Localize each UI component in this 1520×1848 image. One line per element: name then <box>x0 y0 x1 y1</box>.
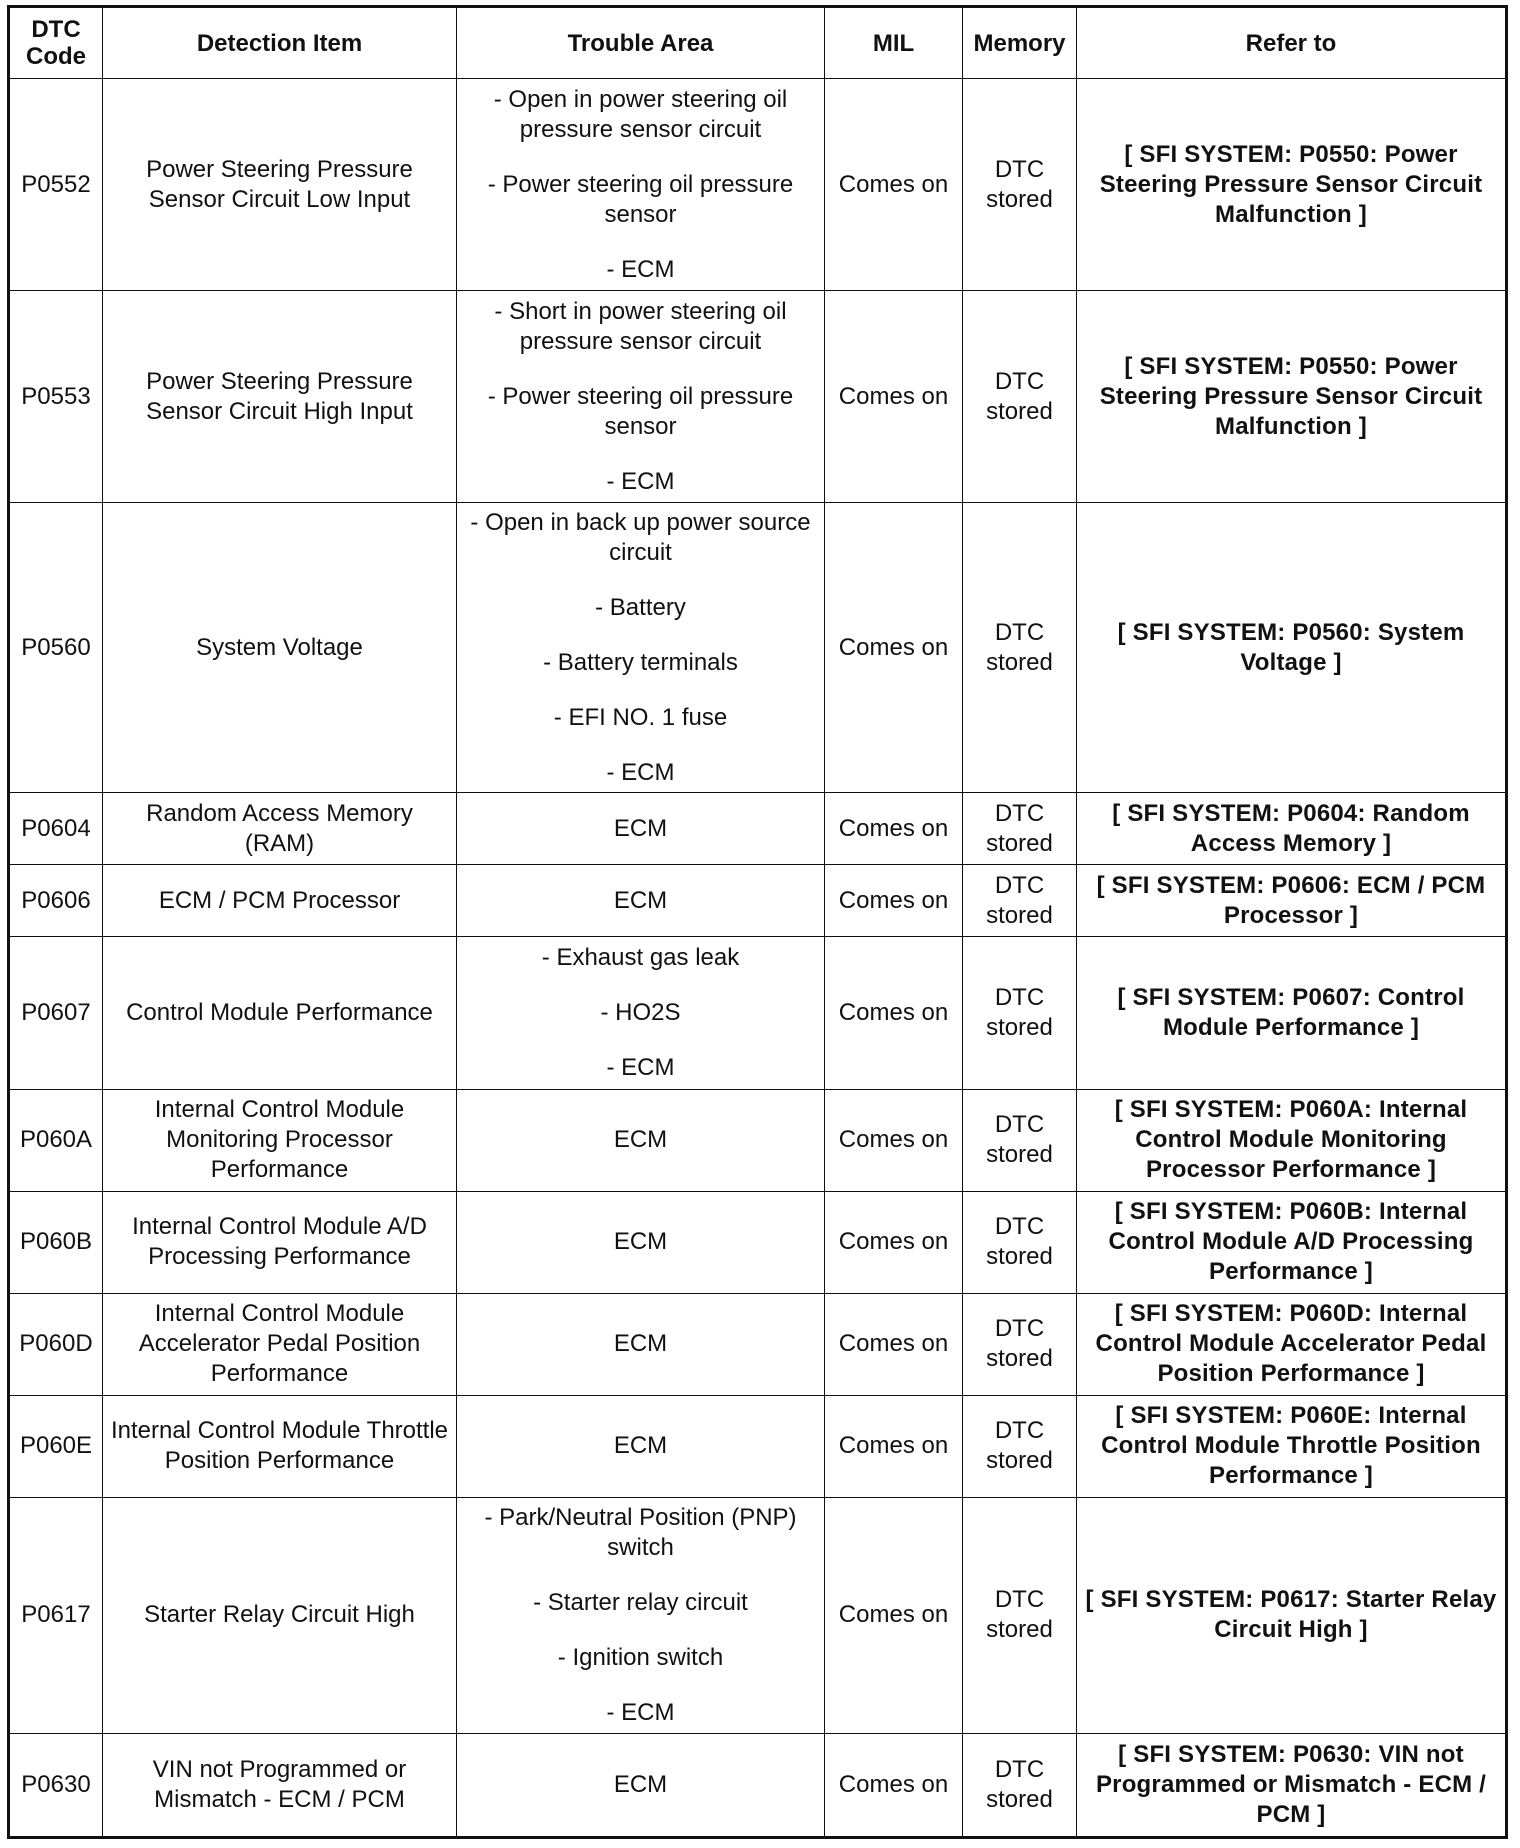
memory-cell <box>963 291 1077 503</box>
mil-cell: Comes on <box>825 291 963 503</box>
trouble-area-item: - Exhaust gas leak <box>541 943 740 971</box>
trouble-area-item: - Open in power steering oil pressure sensor circuit <box>493 85 788 143</box>
detection-item-cell: Power Steering Pressure Sensor Circuit High Input <box>103 291 457 503</box>
trouble-area-item: - Battery <box>595 593 686 621</box>
memory-cell <box>963 79 1077 291</box>
dtc-code-cell: P0552 <box>9 79 103 291</box>
detection-item-cell: Internal Control Module Monitoring Processor Performance <box>103 1089 457 1191</box>
trouble-area-cell <box>457 79 825 291</box>
mil-cell: Comes on <box>825 937 963 1089</box>
memory-text: DTC <box>994 1315 1045 1343</box>
trouble-area-cell <box>457 1395 825 1497</box>
memory-text: stored <box>986 185 1053 213</box>
table-row <box>9 937 1507 1089</box>
memory-cell <box>963 1191 1077 1293</box>
refer-to-cell: [ SFI SYSTEM: P0617: Starter Relay Circuit High ] <box>1077 1497 1507 1733</box>
mil-cell: Comes on <box>825 1089 963 1191</box>
memory-text: DTC <box>994 1586 1045 1614</box>
memory-text: stored <box>986 901 1053 929</box>
table-row <box>9 1497 1507 1733</box>
memory-text: stored <box>986 1243 1053 1271</box>
trouble-area-item: ECM <box>613 1330 668 1358</box>
refer-to-cell: [ SFI SYSTEM: P0604: Random Access Memory ] <box>1077 793 1507 865</box>
memory-cell <box>963 865 1077 937</box>
trouble-area-item: ECM <box>613 886 668 914</box>
dtc-table-body <box>9 79 1507 1838</box>
trouble-area-item: - Power steering oil pressure sensor <box>487 382 794 440</box>
table-row <box>9 865 1507 937</box>
memory-text: DTC <box>994 155 1045 183</box>
dtc-code-cell: P0606 <box>9 865 103 937</box>
memory-text: DTC <box>994 1755 1045 1783</box>
memory-text: stored <box>986 648 1053 676</box>
mil-cell: Comes on <box>825 503 963 793</box>
mil-cell: Comes on <box>825 1191 963 1293</box>
trouble-area-list <box>463 508 818 788</box>
table-row <box>9 1395 1507 1497</box>
trouble-area-item: - EFI NO. 1 fuse <box>553 703 728 731</box>
trouble-area-item: - ECM <box>606 1053 675 1081</box>
memory-text: stored <box>986 1013 1053 1041</box>
detection-item-cell: System Voltage <box>103 503 457 793</box>
trouble-area-item: - Ignition switch <box>557 1643 724 1671</box>
table-row <box>9 1733 1507 1837</box>
memory-text: DTC <box>994 1111 1045 1139</box>
trouble-area-cell <box>457 1293 825 1395</box>
refer-to-cell: [ SFI SYSTEM: P0607: Control Module Performance ] <box>1077 937 1507 1089</box>
memory-text: DTC <box>994 983 1045 1011</box>
memory-text: DTC <box>994 1213 1045 1241</box>
refer-to-cell: [ SFI SYSTEM: P060B: Internal Control Module A/D Processing Performance ] <box>1077 1191 1507 1293</box>
table-row <box>9 793 1507 865</box>
memory-cell <box>963 1497 1077 1733</box>
memory-cell <box>963 937 1077 1089</box>
trouble-area-list <box>463 943 818 1083</box>
detection-item-cell: VIN not Programmed or Mismatch - ECM / PCM <box>103 1733 457 1837</box>
trouble-area-item: ECM <box>613 1126 668 1154</box>
trouble-area-cell <box>457 937 825 1089</box>
table-row <box>9 291 1507 503</box>
header-row <box>9 7 1507 79</box>
trouble-area-list <box>463 1227 818 1257</box>
dtc-code-cell: P0553 <box>9 291 103 503</box>
memory-cell <box>963 1293 1077 1395</box>
refer-to-cell: [ SFI SYSTEM: P060A: Internal Control Module Monitoring Processor Performance ] <box>1077 1089 1507 1191</box>
trouble-area-cell <box>457 1191 825 1293</box>
detection-item-cell: Power Steering Pressure Sensor Circuit Low Input <box>103 79 457 291</box>
trouble-area-list <box>463 1503 818 1728</box>
table-row <box>9 1191 1507 1293</box>
trouble-area-item: - ECM <box>606 1698 675 1726</box>
memory-text: stored <box>986 1447 1053 1475</box>
memory-text: DTC <box>994 367 1045 395</box>
detection-item-cell: Random Access Memory (RAM) <box>103 793 457 865</box>
trouble-area-list <box>463 85 818 285</box>
trouble-area-item: - ECM <box>606 467 675 495</box>
trouble-area-item: - Starter relay circuit <box>533 1588 748 1616</box>
memory-cell <box>963 1089 1077 1191</box>
header-memory: Memory <box>963 7 1077 79</box>
trouble-area-item: ECM <box>613 1432 668 1460</box>
trouble-area-list <box>463 1431 818 1461</box>
dtc-code-cell: P060B <box>9 1191 103 1293</box>
dtc-code-cell: P0604 <box>9 793 103 865</box>
memory-text: stored <box>986 1616 1053 1644</box>
memory-text: stored <box>986 1141 1053 1169</box>
dtc-code-cell: P0617 <box>9 1497 103 1733</box>
dtc-table <box>7 5 1508 1839</box>
mil-cell: Comes on <box>825 865 963 937</box>
dtc-code-cell: P0560 <box>9 503 103 793</box>
memory-text: DTC <box>994 871 1045 899</box>
trouble-area-item: ECM <box>613 1770 668 1798</box>
refer-to-cell: [ SFI SYSTEM: P060D: Internal Control Module Accelerator Pedal Position Performance ] <box>1077 1293 1507 1395</box>
trouble-area-item: - ECM <box>606 758 675 786</box>
header-trouble-area: Trouble Area <box>457 7 825 79</box>
memory-cell <box>963 793 1077 865</box>
trouble-area-item: ECM <box>613 1228 668 1256</box>
header-refer-to: Refer to <box>1077 7 1507 79</box>
dtc-code-cell: P0630 <box>9 1733 103 1837</box>
mil-cell: Comes on <box>825 1497 963 1733</box>
dtc-code-cell: P0607 <box>9 937 103 1089</box>
refer-to-cell: [ SFI SYSTEM: P0550: Power Steering Pressure Sensor Circuit Malfunction ] <box>1077 79 1507 291</box>
memory-text: DTC <box>994 618 1045 646</box>
memory-cell <box>963 1395 1077 1497</box>
trouble-area-cell <box>457 1733 825 1837</box>
trouble-area-cell <box>457 1089 825 1191</box>
detection-item-cell: Internal Control Module Accelerator Pedal Position Performance <box>103 1293 457 1395</box>
memory-text: stored <box>986 1785 1053 1813</box>
dtc-code-cell: P060A <box>9 1089 103 1191</box>
trouble-area-list <box>463 814 818 844</box>
memory-text: DTC <box>994 1417 1045 1445</box>
refer-to-cell: [ SFI SYSTEM: P0550: Power Steering Pressure Sensor Circuit Malfunction ] <box>1077 291 1507 503</box>
refer-to-cell: [ SFI SYSTEM: P060E: Internal Control Module Throttle Position Performance ] <box>1077 1395 1507 1497</box>
trouble-area-list <box>463 886 818 916</box>
dtc-code-cell: P060D <box>9 1293 103 1395</box>
trouble-area-list <box>463 1770 818 1800</box>
trouble-area-item: - Park/Neutral Position (PNP) switch <box>484 1503 797 1561</box>
memory-cell <box>963 503 1077 793</box>
trouble-area-item: - HO2S <box>600 998 681 1026</box>
detection-item-cell: Starter Relay Circuit High <box>103 1497 457 1733</box>
memory-text: stored <box>986 829 1053 857</box>
memory-cell <box>963 1733 1077 1837</box>
table-row <box>9 503 1507 793</box>
detection-item-cell: Internal Control Module A/D Processing Performance <box>103 1191 457 1293</box>
trouble-area-list <box>463 1125 818 1155</box>
detection-item-cell: Internal Control Module Throttle Position Performance <box>103 1395 457 1497</box>
mil-cell: Comes on <box>825 79 963 291</box>
trouble-area-cell <box>457 1497 825 1733</box>
memory-text: stored <box>986 397 1053 425</box>
trouble-area-cell <box>457 793 825 865</box>
trouble-area-cell <box>457 291 825 503</box>
trouble-area-item: - Short in power steering oil pressure sensor circuit <box>494 297 787 355</box>
mil-cell: Comes on <box>825 793 963 865</box>
trouble-area-list <box>463 1329 818 1359</box>
trouble-area-cell <box>457 865 825 937</box>
refer-to-cell: [ SFI SYSTEM: P0560: System Voltage ] <box>1077 503 1507 793</box>
trouble-area-item: - ECM <box>606 255 675 283</box>
mil-cell: Comes on <box>825 1395 963 1497</box>
trouble-area-item: ECM <box>613 814 668 842</box>
table-row <box>9 1293 1507 1395</box>
trouble-area-cell <box>457 503 825 793</box>
trouble-area-item: - Open in back up power source circuit <box>470 508 811 566</box>
table-row <box>9 1089 1507 1191</box>
trouble-area-list <box>463 297 818 497</box>
refer-to-cell: [ SFI SYSTEM: P0630: VIN not Programmed or Mismatch - ECM / PCM ] <box>1077 1733 1507 1837</box>
mil-cell: Comes on <box>825 1293 963 1395</box>
trouble-area-item: - Power steering oil pressure sensor <box>487 170 794 228</box>
header-mil: MIL <box>825 7 963 79</box>
memory-text: stored <box>986 1345 1053 1373</box>
header-detection-item: Detection Item <box>103 7 457 79</box>
header-dtc-code: DTC Code <box>9 7 103 79</box>
detection-item-cell: ECM / PCM Processor <box>103 865 457 937</box>
trouble-area-item: - Battery terminals <box>543 648 738 676</box>
detection-item-cell: Control Module Performance <box>103 937 457 1089</box>
refer-to-cell: [ SFI SYSTEM: P0606: ECM / PCM Processor ] <box>1077 865 1507 937</box>
memory-text: DTC <box>994 799 1045 827</box>
mil-cell: Comes on <box>825 1733 963 1837</box>
table-row <box>9 79 1507 291</box>
dtc-code-cell: P060E <box>9 1395 103 1497</box>
